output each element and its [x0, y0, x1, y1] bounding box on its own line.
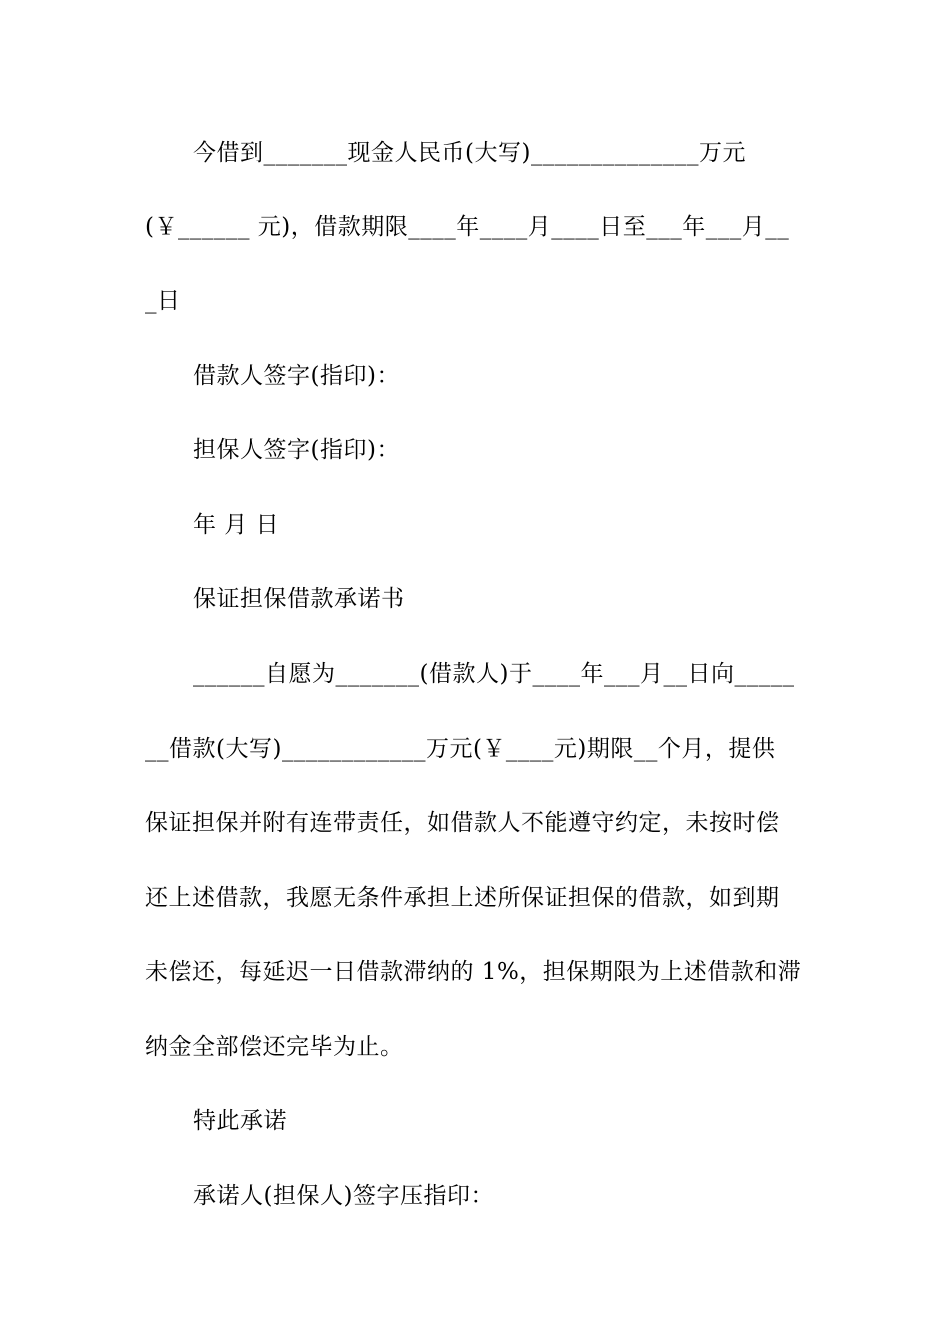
- loan-amount-line: 今借到_______现金人民币(大写)______________万元: [193, 140, 746, 166]
- guarantor-signature-label: 担保人签字(指印)：: [193, 437, 400, 463]
- date-line: 年 月 日: [193, 512, 280, 538]
- commitment-paragraph-line: 未偿还，每延迟一日借款滞纳的 1%，担保期限为上述借款和滞: [145, 959, 802, 985]
- borrower-signature-label: 借款人签字(指印)：: [193, 363, 400, 389]
- commitment-paragraph-line: __借款(大写)____________万元(￥____元)期限__个月，提供: [145, 736, 776, 762]
- promisor-signature-label: 承诺人(担保人)签字压指印：: [193, 1183, 494, 1209]
- loan-term-line: (￥______ 元)，借款期限____年____月____日至___年___月__: [145, 214, 790, 240]
- section-title: 保证担保借款承诺书: [193, 586, 405, 612]
- commitment-paragraph-line: 还上述借款，我愿无条件承担上述所保证担保的借款，如到期: [145, 885, 780, 911]
- closing-statement: 特此承诺: [193, 1108, 287, 1134]
- commitment-paragraph-line: ______自愿为_______(借款人)于____年___月__日向_____: [193, 661, 795, 687]
- commitment-paragraph-line: 纳金全部偿还完毕为止。: [145, 1034, 404, 1060]
- loan-term-line-continued: _日: [145, 288, 181, 314]
- commitment-paragraph-line: 保证担保并附有连带责任，如借款人不能遵守约定，未按时偿: [145, 810, 780, 836]
